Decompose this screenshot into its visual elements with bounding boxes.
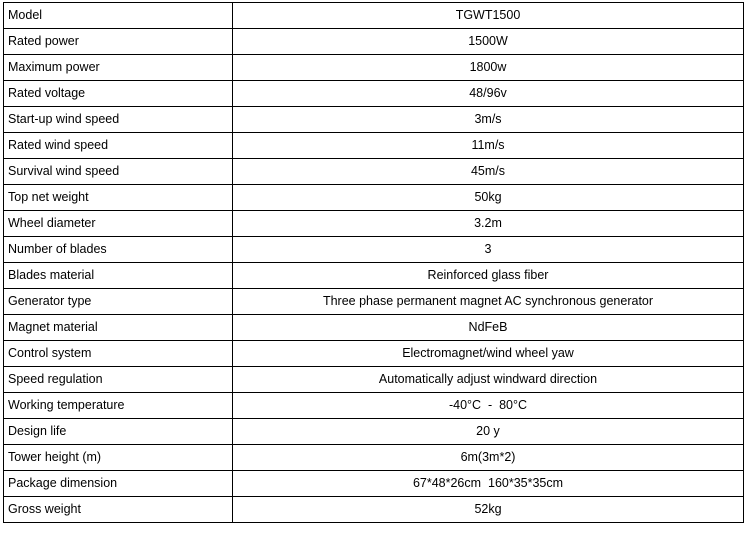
spec-label: Magnet material bbox=[4, 315, 233, 341]
spec-label: Design life bbox=[4, 419, 233, 445]
spec-value: Automatically adjust windward direction bbox=[233, 367, 744, 393]
spec-value: 20 y bbox=[233, 419, 744, 445]
spec-value: 52kg bbox=[233, 497, 744, 523]
spec-value: -40°C - 80°C bbox=[233, 393, 744, 419]
table-row bbox=[4, 289, 744, 315]
spec-label: Start-up wind speed bbox=[4, 107, 233, 133]
table-row bbox=[4, 471, 744, 497]
table-row bbox=[4, 133, 744, 159]
table-row bbox=[4, 341, 744, 367]
spec-label: Control system bbox=[4, 341, 233, 367]
spec-value: Reinforced glass fiber bbox=[233, 263, 744, 289]
spec-label: Tower height (m) bbox=[4, 445, 233, 471]
spec-label: Maximum power bbox=[4, 55, 233, 81]
spec-value: 3m/s bbox=[233, 107, 744, 133]
table-row bbox=[4, 367, 744, 393]
spec-value: NdFeB bbox=[233, 315, 744, 341]
spec-value: Electromagnet/wind wheel yaw bbox=[233, 341, 744, 367]
spec-value: Three phase permanent magnet AC synchronous generator bbox=[233, 289, 744, 315]
spec-label: Rated voltage bbox=[4, 81, 233, 107]
spec-table-body bbox=[4, 3, 744, 523]
table-row bbox=[4, 211, 744, 237]
spec-value: 11m/s bbox=[233, 133, 744, 159]
spec-value: 48/96v bbox=[233, 81, 744, 107]
spec-label: Package dimension bbox=[4, 471, 233, 497]
spec-label: Rated power bbox=[4, 29, 233, 55]
spec-value: 45m/s bbox=[233, 159, 744, 185]
table-row bbox=[4, 55, 744, 81]
spec-label: Number of blades bbox=[4, 237, 233, 263]
table-row bbox=[4, 497, 744, 523]
spec-value: 6m(3m*2) bbox=[233, 445, 744, 471]
spec-label: Rated wind speed bbox=[4, 133, 233, 159]
spec-value: TGWT1500 bbox=[233, 3, 744, 29]
table-row bbox=[4, 107, 744, 133]
spec-label: Survival wind speed bbox=[4, 159, 233, 185]
spec-label: Blades material bbox=[4, 263, 233, 289]
spec-value: 67*48*26cm 160*35*35cm bbox=[233, 471, 744, 497]
spec-value: 3.2m bbox=[233, 211, 744, 237]
spec-label: Gross weight bbox=[4, 497, 233, 523]
spec-table bbox=[3, 2, 744, 523]
table-row bbox=[4, 393, 744, 419]
spec-label: Model bbox=[4, 3, 233, 29]
table-row bbox=[4, 29, 744, 55]
spec-label: Generator type bbox=[4, 289, 233, 315]
spec-label: Working temperature bbox=[4, 393, 233, 419]
table-row bbox=[4, 419, 744, 445]
table-row bbox=[4, 185, 744, 211]
table-row bbox=[4, 445, 744, 471]
table-row bbox=[4, 315, 744, 341]
spec-value: 50kg bbox=[233, 185, 744, 211]
spec-label: Speed regulation bbox=[4, 367, 233, 393]
spec-value: 1500W bbox=[233, 29, 744, 55]
table-row bbox=[4, 3, 744, 29]
table-row bbox=[4, 263, 744, 289]
table-row bbox=[4, 237, 744, 263]
spec-label: Wheel diameter bbox=[4, 211, 233, 237]
table-row bbox=[4, 81, 744, 107]
spec-label: Top net weight bbox=[4, 185, 233, 211]
spec-value: 1800w bbox=[233, 55, 744, 81]
table-row bbox=[4, 159, 744, 185]
spec-value: 3 bbox=[233, 237, 744, 263]
